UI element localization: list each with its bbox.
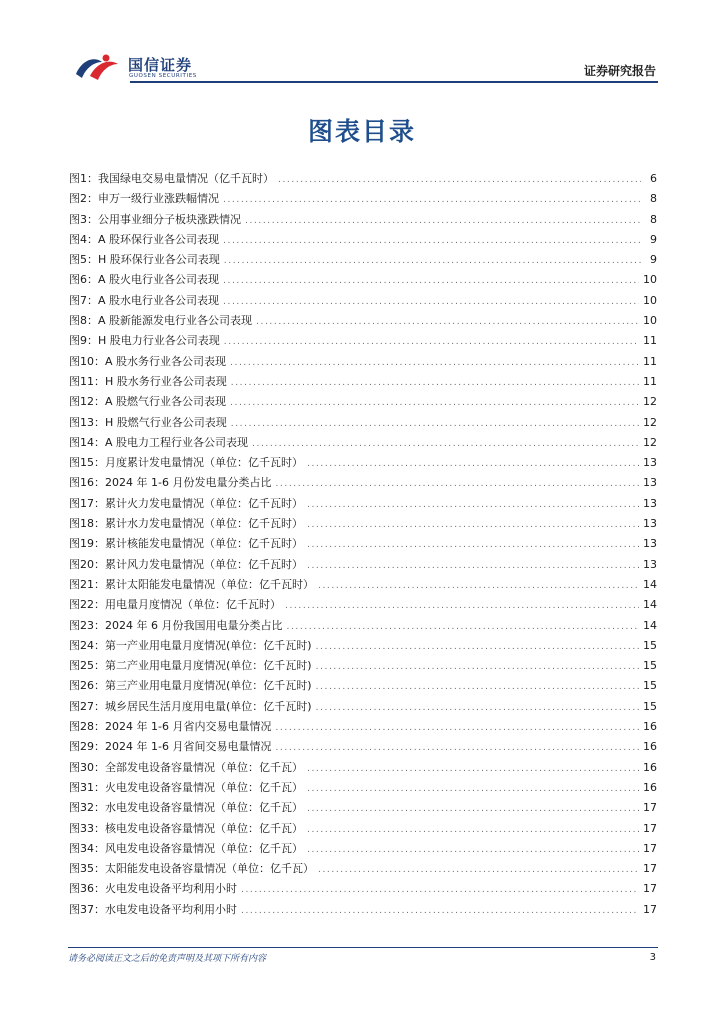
toc-entry-page[interactable]: 14	[643, 618, 657, 632]
toc-entry-label[interactable]: 图18：累计水力发电量情况（单位：亿千瓦时）	[69, 517, 303, 531]
toc-dot-leader	[316, 682, 639, 692]
toc-entry-page[interactable]: 6	[650, 172, 657, 185]
toc-entry-label[interactable]: 图23：2024 年 6 月份我国用电量分类占比	[69, 618, 283, 632]
toc-dot-leader	[223, 195, 641, 205]
toc-entry[interactable]	[69, 860, 657, 880]
toc-dot-leader	[223, 276, 639, 286]
toc-entry-label[interactable]: 图15：月度累计发电量情况（单位：亿千瓦时）	[69, 456, 303, 470]
toc-dot-leader	[275, 723, 639, 733]
toc-entry-page[interactable]: 17	[643, 801, 657, 815]
toc-entry[interactable]	[69, 474, 657, 494]
header-divider	[130, 81, 658, 83]
logo-english-name: GUOSEN SECURITIES	[129, 73, 197, 79]
toc-dot-leader	[307, 804, 639, 814]
toc-entry[interactable]	[69, 617, 657, 637]
toc-entry-label[interactable]: 图36：火电发电设备平均利用小时	[69, 882, 237, 896]
toc-entry-page[interactable]: 8	[650, 212, 657, 226]
toc-entry-label[interactable]: 图19：累计核能发电量情况（单位：亿千瓦时）	[69, 537, 303, 551]
toc-entry[interactable]	[69, 779, 657, 799]
toc-entry-label[interactable]: 图4：A 股环保行业各公司表现	[69, 232, 220, 246]
toc-entry[interactable]	[69, 738, 657, 758]
page-number: 3	[649, 952, 656, 963]
toc-entry[interactable]	[69, 515, 657, 535]
toc-dot-leader	[316, 642, 639, 652]
toc-dot-leader	[307, 459, 639, 469]
toc-entry-page[interactable]: 15	[643, 659, 657, 673]
toc-entry[interactable]	[69, 393, 657, 413]
toc-entry-label[interactable]: 图32：水电发电设备容量情况（单位：亿千瓦）	[69, 801, 303, 815]
toc-dot-leader	[285, 601, 639, 611]
toc-entry-label[interactable]: 图2：申万一级行业涨跌幅情况	[69, 192, 219, 206]
toc-dot-leader	[231, 419, 639, 429]
toc-entry[interactable]	[69, 231, 657, 251]
toc-dot-leader	[275, 743, 639, 753]
toc-entry-label[interactable]: 图8：A 股新能源发电行业各公司表现	[69, 314, 253, 328]
toc-entry-page[interactable]: 12	[643, 435, 657, 449]
toc-entry[interactable]	[69, 170, 657, 190]
toc-entry[interactable]	[69, 271, 657, 291]
toc-entry[interactable]	[69, 211, 657, 231]
toc-dot-leader	[223, 236, 641, 246]
toc-entry-page[interactable]: 10	[643, 273, 657, 287]
logo-chinese-name: 国信证券	[128, 56, 193, 74]
toc-entry-page[interactable]: 11	[643, 354, 657, 368]
toc-dot-leader	[307, 845, 639, 855]
toc-entry-page[interactable]: 13	[643, 517, 657, 531]
toc-entry[interactable]	[69, 677, 657, 697]
toc-dot-leader	[256, 317, 639, 327]
toc-entry[interactable]	[69, 535, 657, 555]
toc-dot-leader	[241, 885, 639, 895]
toc-entry-label[interactable]: 图7：A 股水电行业各公司表现	[69, 293, 220, 307]
toc-entry-page[interactable]: 9	[650, 253, 657, 267]
toc-dot-leader	[307, 561, 639, 571]
toc-entry[interactable]	[69, 759, 657, 779]
toc-entry[interactable]	[69, 332, 657, 352]
toc-entry-page[interactable]: 15	[643, 679, 657, 693]
toc-dot-leader	[275, 479, 639, 489]
toc-entry-page[interactable]: 16	[643, 760, 657, 774]
toc-entry-label[interactable]: 图12：A 股燃气行业各公司表现	[69, 395, 227, 409]
toc-entry-page[interactable]: 12	[643, 395, 657, 409]
toc-entry-label[interactable]: 图30：全部发电设备容量情况（单位：亿千瓦）	[69, 760, 303, 774]
toc-entry-page[interactable]: 17	[643, 821, 657, 835]
footer-divider	[68, 947, 658, 948]
toc-entry[interactable]	[69, 799, 657, 819]
page-header	[68, 50, 658, 84]
toc-entry-page[interactable]: 11	[643, 374, 657, 388]
toc-entry-page[interactable]: 13	[643, 537, 657, 551]
toc-entry-label[interactable]: 图35：太阳能发电设备容量情况（单位：亿千瓦）	[69, 862, 314, 876]
toc-entry-label[interactable]: 图3：公用事业细分子板块涨跌情况	[69, 212, 241, 226]
toc-entry-page[interactable]: 16	[643, 740, 657, 754]
toc-dot-leader	[245, 216, 641, 226]
toc-dot-leader	[224, 337, 639, 347]
toc-dot-leader	[316, 703, 639, 713]
toc-entry[interactable]	[69, 434, 657, 454]
toc-entry-page[interactable]: 13	[643, 557, 657, 571]
toc-entry-page[interactable]: 12	[643, 415, 657, 429]
toc-entry-page[interactable]: 8	[650, 192, 657, 206]
toc-entry-page[interactable]: 17	[643, 902, 657, 916]
toc-dot-leader	[286, 622, 639, 632]
toc-entry[interactable]	[69, 880, 657, 900]
toc-entry[interactable]	[69, 454, 657, 474]
toc-entry[interactable]	[69, 312, 657, 332]
toc-entry-label[interactable]: 图17：累计火力发电量情况（单位：亿千瓦时）	[69, 496, 303, 510]
guosen-logo-icon	[72, 52, 122, 82]
report-type-label: 证券研究报告	[583, 64, 656, 78]
toc-dot-leader	[223, 297, 639, 307]
toc-entry-label[interactable]: 图1：我国绿电交易电量情况（亿千瓦时）	[69, 172, 274, 185]
toc-entry[interactable]	[69, 820, 657, 840]
toc-entry-label[interactable]: 图25：第二产业用电量月度情况(单位：亿千瓦时)	[69, 659, 312, 673]
toc-dot-leader	[307, 784, 639, 794]
toc-dot-leader	[307, 500, 639, 510]
toc-entry-page[interactable]: 17	[643, 841, 657, 855]
toc-entry-page[interactable]: 10	[643, 293, 657, 307]
toc-entry[interactable]	[69, 657, 657, 677]
toc-dot-leader	[231, 378, 639, 388]
toc-entry-label[interactable]: 图9：H 股电力行业各公司表现	[69, 334, 220, 348]
toc-dot-leader	[307, 764, 639, 774]
toc-entry-label[interactable]: 图11：H 股水务行业各公司表现	[69, 374, 227, 388]
toc-entry[interactable]	[69, 190, 657, 210]
toc-entry[interactable]	[69, 353, 657, 373]
toc-entry-label[interactable]: 图28：2024 年 1-6 月省内交易电量情况	[69, 720, 272, 734]
toc-entry-page[interactable]: 17	[643, 862, 657, 876]
toc-entry-page[interactable]: 10	[643, 314, 657, 328]
footer-disclaimer: 请务必阅读正文之后的免责声明及其项下所有内容	[68, 954, 267, 964]
toc-entry[interactable]	[69, 698, 657, 718]
toc-dot-leader	[316, 662, 639, 672]
toc-entry-label[interactable]: 图27：城乡居民生活月度用电量(单位：亿千瓦时)	[69, 699, 312, 713]
toc-entry-page[interactable]: 14	[643, 577, 657, 591]
toc-entry-page[interactable]: 13	[643, 456, 657, 470]
toc-entry[interactable]	[69, 414, 657, 434]
toc-dot-leader	[318, 581, 639, 591]
toc-dot-leader	[241, 906, 639, 916]
toc-entry-label[interactable]: 图21：累计太阳能发电量情况（单位：亿千瓦时）	[69, 577, 314, 591]
toc-entry-label[interactable]: 图37：水电发电设备平均利用小时	[69, 902, 237, 916]
toc-entry[interactable]	[69, 373, 657, 393]
toc-entry-label[interactable]: 图16：2024 年 1-6 月份发电量分类占比	[69, 476, 272, 490]
toc-dot-leader	[307, 825, 639, 835]
toc-entry-page[interactable]: 14	[643, 598, 657, 612]
toc-entry[interactable]	[69, 576, 657, 596]
toc-entry[interactable]	[69, 637, 657, 657]
toc-dot-leader	[230, 358, 639, 368]
toc-entry[interactable]	[69, 495, 657, 515]
toc-dot-leader	[252, 439, 639, 449]
toc-entry-label[interactable]: 图13：H 股燃气行业各公司表现	[69, 415, 227, 429]
toc-entry-label[interactable]: 图29：2024 年 1-6 月省间交易电量情况	[69, 740, 272, 754]
toc-entry[interactable]	[69, 251, 657, 271]
toc-entry-page[interactable]: 13	[643, 496, 657, 510]
toc-entry-page[interactable]: 15	[643, 638, 657, 652]
toc-entry-label[interactable]: 图14：A 股电力工程行业各公司表现	[69, 435, 249, 449]
toc-entry-label[interactable]: 图6：A 股火电行业各公司表现	[69, 273, 220, 287]
toc-entry-label[interactable]: 图20：累计风力发电量情况（单位：亿千瓦时）	[69, 557, 303, 571]
toc-entry[interactable]	[69, 292, 657, 312]
toc-entry-label[interactable]: 图31：火电发电设备容量情况（单位：亿千瓦）	[69, 780, 303, 794]
toc-entry-label[interactable]: 图5：H 股环保行业各公司表现	[69, 253, 220, 267]
toc-entry-label[interactable]: 图26：第三产业用电量月度情况(单位：亿千瓦时)	[69, 679, 312, 693]
toc-entry[interactable]	[69, 596, 657, 616]
toc-dot-leader	[307, 520, 639, 530]
toc-entry-page[interactable]: 16	[643, 780, 657, 794]
toc-entry-label[interactable]: 图10：A 股水务行业各公司表现	[69, 354, 227, 368]
toc-entry-label[interactable]: 图24：第一产业用电量月度情况(单位：亿千瓦时)	[69, 638, 312, 652]
toc-entry-page[interactable]: 9	[650, 232, 657, 246]
toc-entry-page[interactable]: 11	[643, 334, 657, 348]
page-title: 图表目录	[307, 117, 416, 146]
toc-dot-leader	[224, 256, 641, 266]
toc-entry-label[interactable]: 图33：核电发电设备容量情况（单位：亿千瓦）	[69, 821, 303, 835]
toc-entry-label[interactable]: 图22：用电量月度情况（单位：亿千瓦时）	[69, 598, 281, 612]
toc-entry[interactable]	[69, 556, 657, 576]
toc-entry-page[interactable]: 15	[643, 699, 657, 713]
toc-entry-page[interactable]: 16	[643, 720, 657, 734]
toc-dot-leader	[278, 175, 641, 185]
toc-entry[interactable]	[69, 718, 657, 738]
toc-dot-leader	[318, 865, 639, 875]
table-of-figures	[69, 170, 657, 921]
toc-dot-leader	[307, 540, 639, 550]
toc-entry-page[interactable]: 17	[643, 882, 657, 896]
toc-entry-label[interactable]: 图34：风电发电设备容量情况（单位：亿千瓦）	[69, 841, 303, 855]
toc-entry[interactable]	[69, 901, 657, 921]
toc-entry-page[interactable]: 13	[643, 476, 657, 490]
toc-entry[interactable]	[69, 840, 657, 860]
toc-dot-leader	[230, 398, 639, 408]
